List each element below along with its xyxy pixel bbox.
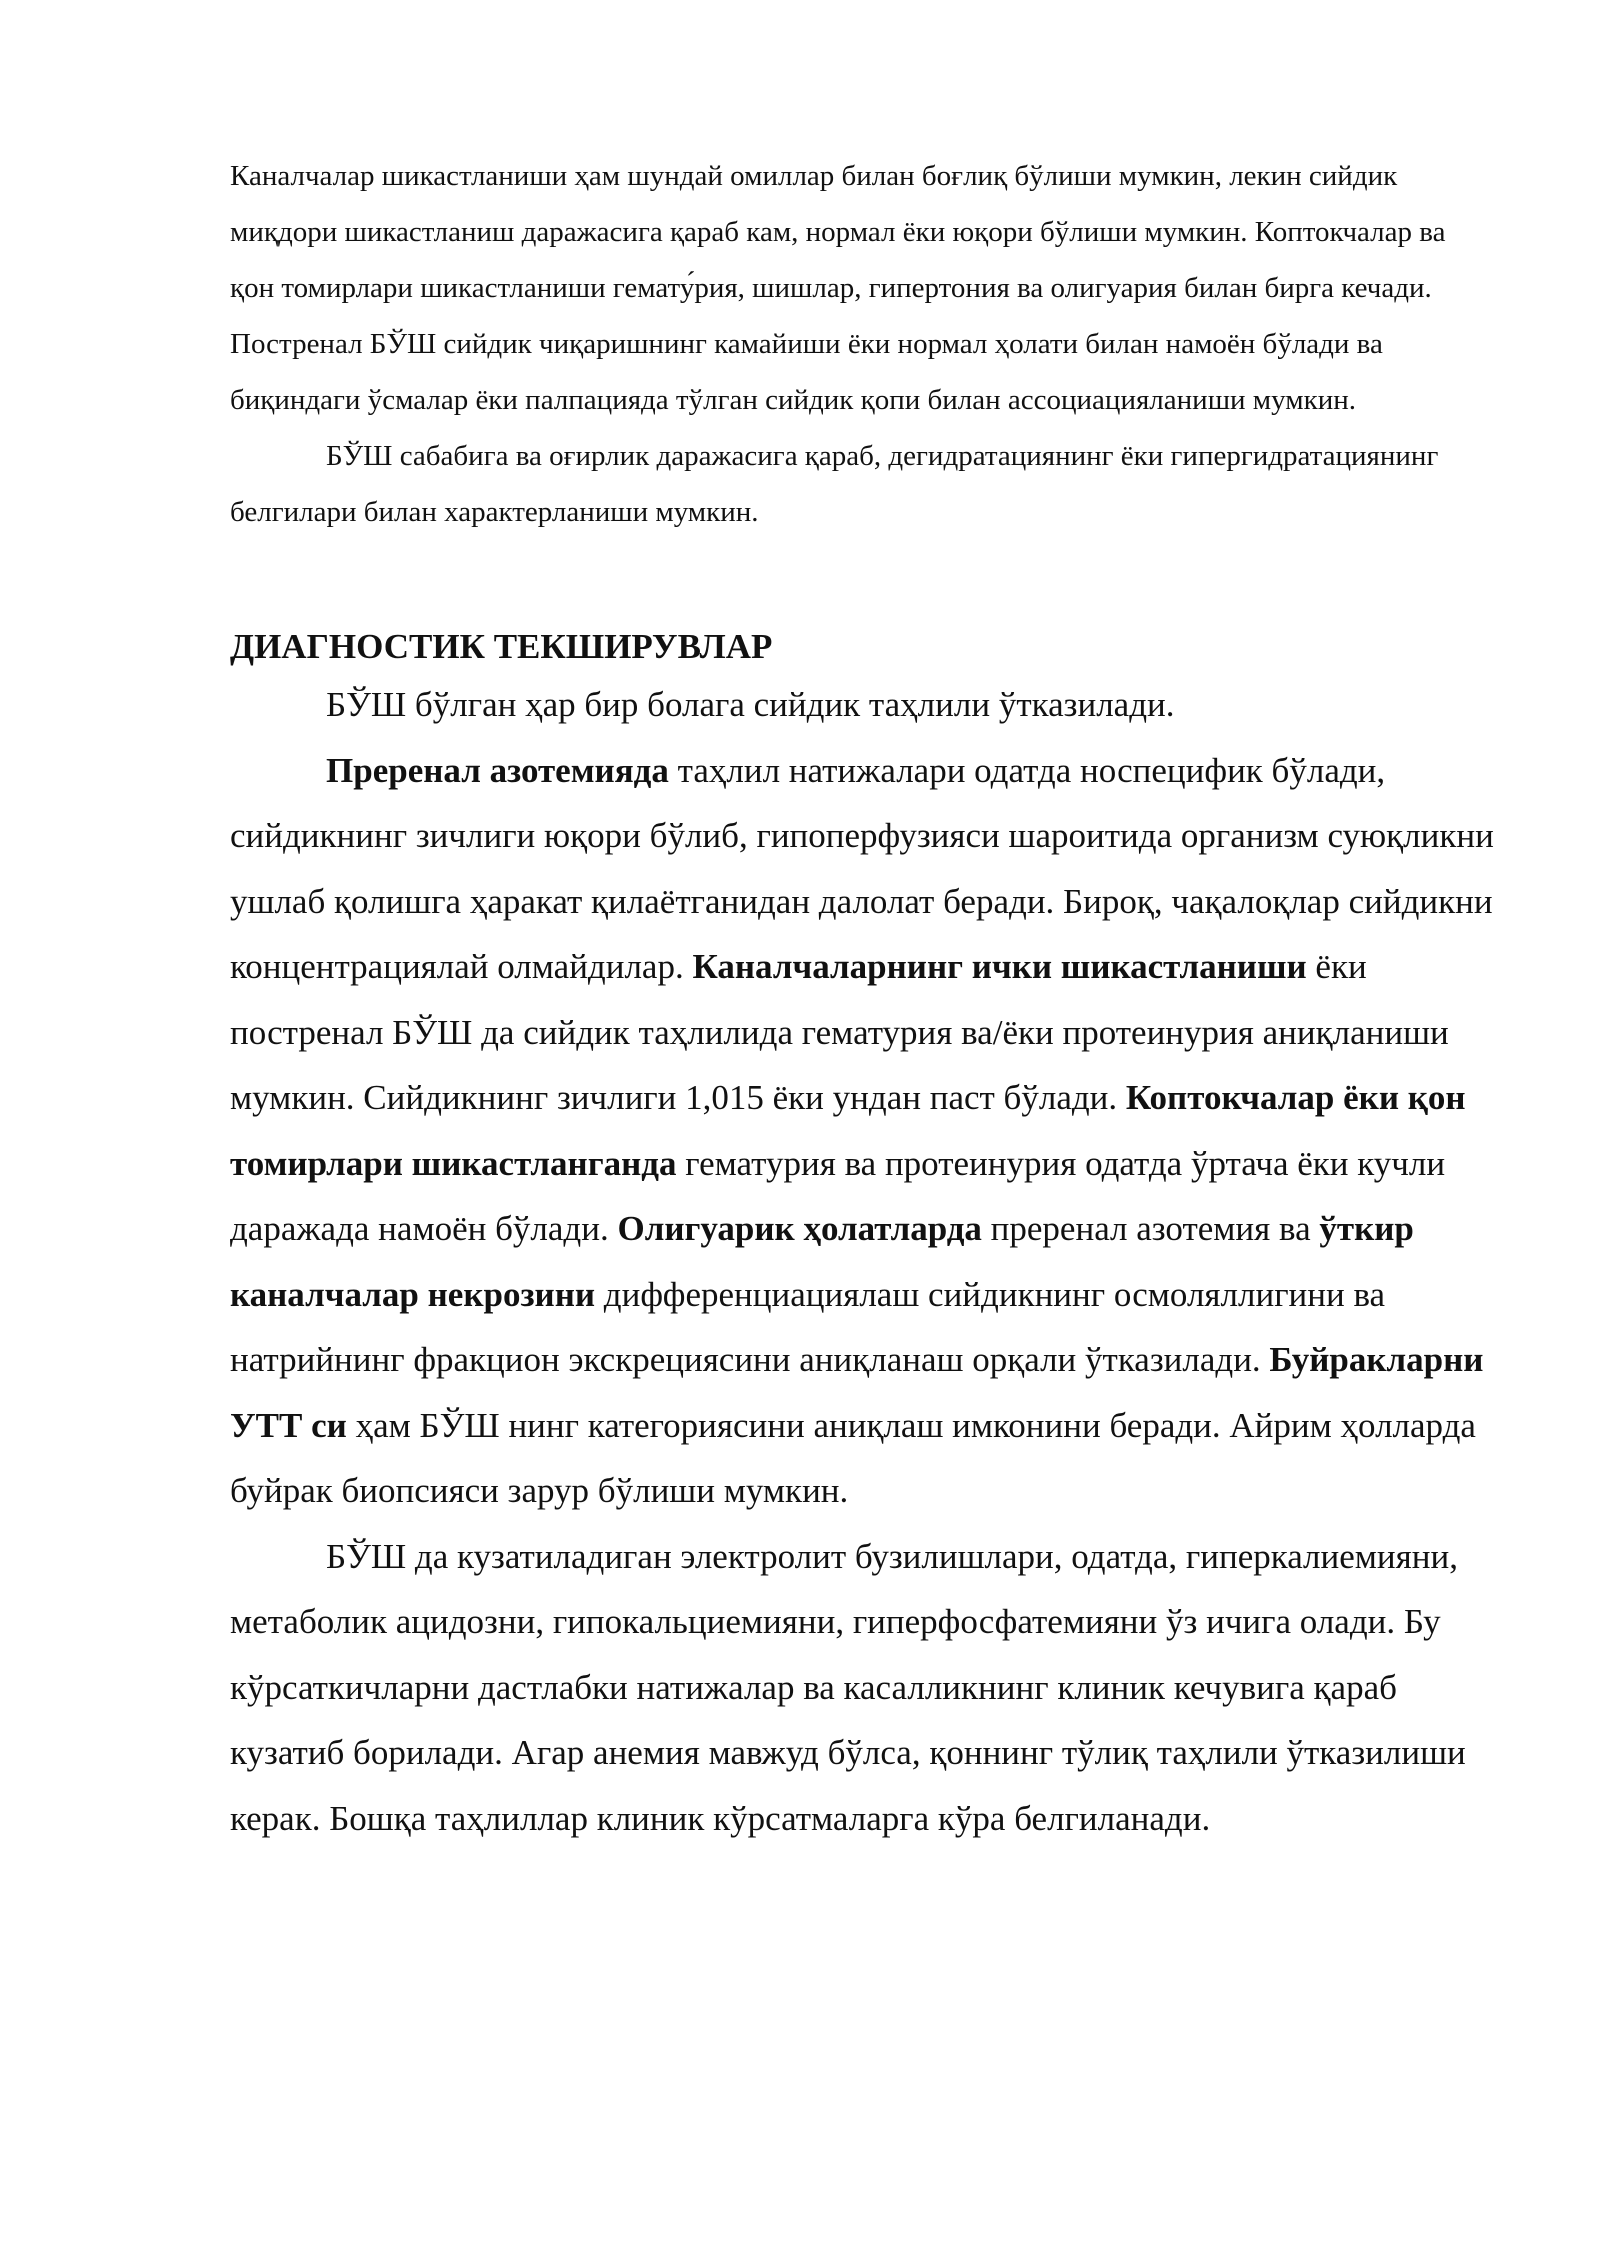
paragraph-urinalysis: БЎШ бўлган ҳар бир болага сийдик таҳлили ўтказилади. (326, 685, 1175, 724)
bold-term-glomerular: Коптокчалар ёки қон томирлари шикастланганда (230, 1078, 1466, 1183)
paragraph-tubular-damage: Каналчалар шикастланиши ҳам шундай омиллар билан боғлиқ бўлиши мумкин, лекин сийдик миқдори шикастланиш даражасига қараб кам, нормал ёки юқори бўлиши мумкин. Коптокчалар ва қон томирлари шикастланиши гемату́рия, шишлар, гипертония ва олигуария билан бирга кечади. (230, 160, 1446, 304)
text-segment: таҳлил натижалари одатда носпецифик бўлади, сийдикнинг зичлиги юқори бўлиб, гипоперфузияси шароитида организм суюқликни ушлаб қолишга ҳаракат қилаётганидан далолат беради. Бироқ, чақалоқлар сийдикни концентрациялай олмайдилар. (230, 750, 1494, 986)
text-segment: ҳам БЎШ нинг категориясини аниқлаш имконини беради. Айрим ҳолларда буйрак биопсияси зарур бўлиши мумкин. (230, 1405, 1476, 1510)
text-segment: преренал азотемия ва (981, 1209, 1320, 1248)
paragraph-electrolytes: БЎШ да кузатиладиган электролит бузилишлари, одатда, гиперкалиемияни, метаболик ацидозни, гипокальциемияни, гиперфосфатемияни ўз ичига олади. Бу кўрсаткичларни дастлабки натижалар ва касалликнинг клиник кечувига қараб кузатиб борилади. Агар анемия мавжуд бўлса, қоннинг тўлиқ таҳлили ўтказилиши керак. Бошқа таҳлиллар клиник кўрсатмаларга кўра белгиланади. (230, 1536, 1466, 1838)
document-page (230, 148, 1495, 1851)
text-segment: гематурия ва протеинурия одатда ўртача ёки кучли даражада намоён бўлади. (230, 1143, 1446, 1248)
bold-term-oliguric: Олигуарик ҳолатларда (617, 1209, 982, 1248)
text-segment: ёки постренал БЎШ да сийдик таҳлилида гематурия ва/ёки протеинурия аниқланиши мумкин. Сийдикнинг зичлиги 1,015 ёки ундан паст бўлади. (230, 947, 1449, 1117)
paragraph-diagnostics (230, 738, 1495, 1524)
section-heading: ДИАГНОСТИК ТЕКШИРУВЛАР (230, 627, 773, 666)
paragraph-hydration-signs: БЎШ сабабига ва оғирлик даражасига қараб, дегидратациянинг ёки гипергидратациянинг белгилари билан характерланиши мумкин. (230, 440, 1439, 528)
bold-term-tubular: Каналчаларнинг ички шикастланиши (692, 947, 1307, 986)
bold-term-prerenal: Преренал азотемияда (326, 750, 669, 790)
paragraph-postrenal: Постренал БЎШ сийдик чиқаришнинг камайиши ёки нормал ҳолати билан намоён бўлади ва биқиндаги ўсмалар ёки палпацияда тўлган сийдик қопи билан ассоциацияланиши мумкин. (230, 328, 1383, 416)
bold-term-ultrasound: Буйракларни УТТ си (230, 1340, 1484, 1445)
text-segment: дифференциациялаш сийдикнинг осмоляллигини ва натрийнинг фракцион экскрециясини аниқланаш орқали ўтказилади. (230, 1274, 1386, 1379)
bold-term-necrosis: ўткир каналчалар некрозини (230, 1209, 1414, 1314)
